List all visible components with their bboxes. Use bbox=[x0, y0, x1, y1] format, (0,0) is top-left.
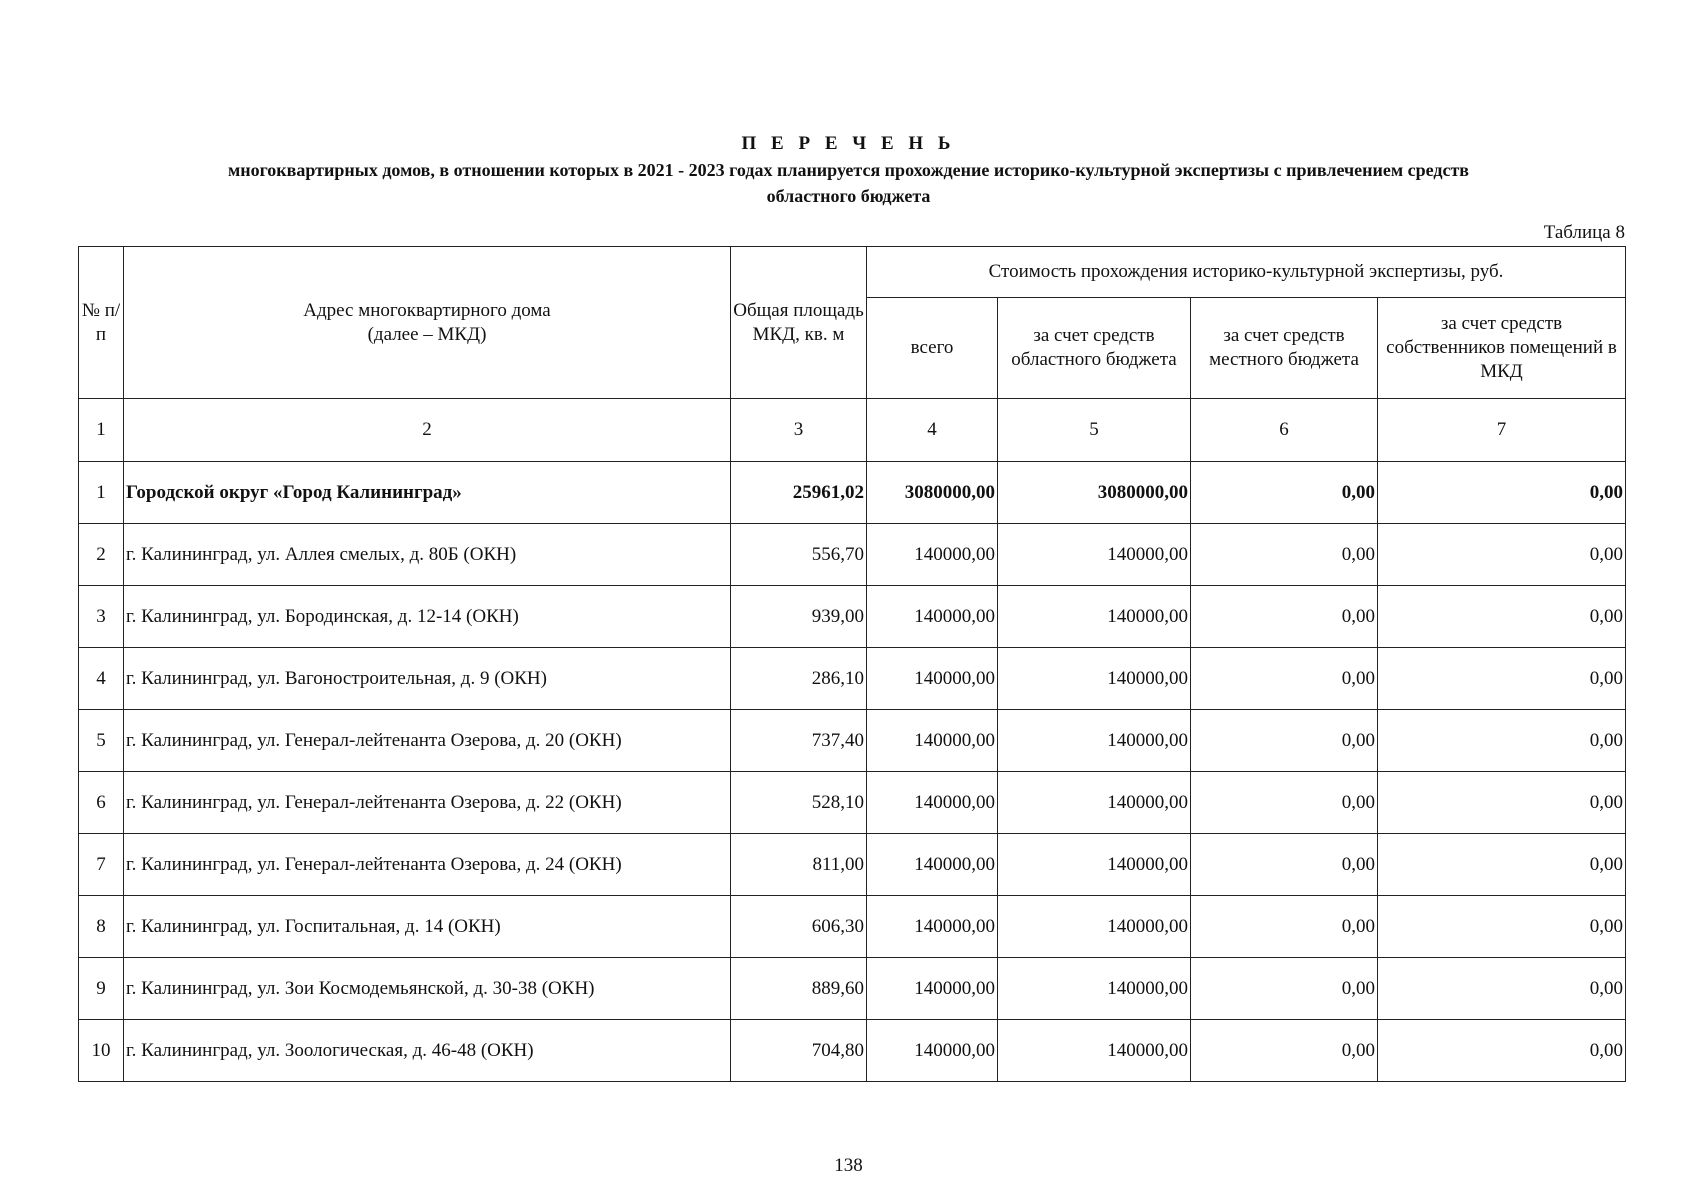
address-cell: г. Калининград, ул. Вагоностроительная, д. 9 (ОКН) bbox=[124, 648, 731, 710]
row-number-cell: 10 bbox=[79, 1020, 124, 1082]
regional-budget-cell: 140000,00 bbox=[998, 524, 1191, 586]
owners-funds-cell: 0,00 bbox=[1378, 710, 1626, 772]
regional-budget-cell: 140000,00 bbox=[998, 586, 1191, 648]
owners-funds-cell: 0,00 bbox=[1378, 462, 1626, 524]
address-cell: г. Калининград, ул. Госпитальная, д. 14 (ОКН) bbox=[124, 896, 731, 958]
column-number: 7 bbox=[1378, 399, 1626, 462]
col-header-cost-group: Стоимость прохождения историко-культурной экспертизы, руб. bbox=[867, 247, 1626, 298]
table-row bbox=[79, 834, 1626, 896]
local-budget-cell: 0,00 bbox=[1191, 958, 1378, 1020]
table-row bbox=[79, 772, 1626, 834]
owners-funds-cell: 0,00 bbox=[1378, 772, 1626, 834]
area-cell: 737,40 bbox=[731, 710, 867, 772]
table-row bbox=[79, 896, 1626, 958]
area-cell: 811,00 bbox=[731, 834, 867, 896]
document-header bbox=[0, 131, 1697, 209]
regional-budget-cell: 140000,00 bbox=[998, 896, 1191, 958]
regional-budget-cell: 140000,00 bbox=[998, 958, 1191, 1020]
local-budget-cell: 0,00 bbox=[1191, 834, 1378, 896]
row-number-cell: 5 bbox=[79, 710, 124, 772]
row-number-cell: 4 bbox=[79, 648, 124, 710]
local-budget-cell: 0,00 bbox=[1191, 586, 1378, 648]
col-header-owners: за счет средств собственников помещений в МКД bbox=[1378, 298, 1626, 399]
col-header-address-line1: Адрес многоквартирного дома bbox=[303, 299, 551, 321]
owners-funds-cell: 0,00 bbox=[1378, 524, 1626, 586]
local-budget-cell: 0,00 bbox=[1191, 524, 1378, 586]
owners-funds-cell: 0,00 bbox=[1378, 1020, 1626, 1082]
local-budget-cell: 0,00 bbox=[1191, 710, 1378, 772]
col-header-total: всего bbox=[867, 298, 998, 399]
area-cell: 889,60 bbox=[731, 958, 867, 1020]
local-budget-cell: 0,00 bbox=[1191, 462, 1378, 524]
total-cost-cell: 3080000,00 bbox=[867, 462, 998, 524]
address-cell: г. Калининград, ул. Генерал-лейтенанта Озерова, д. 24 (ОКН) bbox=[124, 834, 731, 896]
header-row-1 bbox=[79, 247, 1626, 298]
row-number-cell: 2 bbox=[79, 524, 124, 586]
total-cost-cell: 140000,00 bbox=[867, 1020, 998, 1082]
owners-funds-cell: 0,00 bbox=[1378, 648, 1626, 710]
local-budget-cell: 0,00 bbox=[1191, 1020, 1378, 1082]
area-cell: 704,80 bbox=[731, 1020, 867, 1082]
address-cell: г. Калининград, ул. Зои Космодемьянской, д. 30-38 (ОКН) bbox=[124, 958, 731, 1020]
column-number: 4 bbox=[867, 399, 998, 462]
houses-table bbox=[78, 246, 1626, 1082]
address-cell: г. Калининград, ул. Зоологическая, д. 46-48 (ОКН) bbox=[124, 1020, 731, 1082]
local-budget-cell: 0,00 bbox=[1191, 772, 1378, 834]
address-cell: г. Калининград, ул. Генерал-лейтенанта Озерова, д. 22 (ОКН) bbox=[124, 772, 731, 834]
area-cell: 528,10 bbox=[731, 772, 867, 834]
table-row bbox=[79, 586, 1626, 648]
total-cost-cell: 140000,00 bbox=[867, 896, 998, 958]
col-header-local: за счет средств местного бюджета bbox=[1191, 298, 1378, 399]
area-cell: 286,10 bbox=[731, 648, 867, 710]
total-cost-cell: 140000,00 bbox=[867, 834, 998, 896]
table-row bbox=[79, 524, 1626, 586]
row-number-cell: 1 bbox=[79, 462, 124, 524]
table-row bbox=[79, 648, 1626, 710]
row-number-cell: 9 bbox=[79, 958, 124, 1020]
col-header-area: Общая площадь МКД, кв. м bbox=[731, 247, 867, 399]
area-cell: 606,30 bbox=[731, 896, 867, 958]
regional-budget-cell: 140000,00 bbox=[998, 834, 1191, 896]
total-cost-cell: 140000,00 bbox=[867, 524, 998, 586]
row-number-cell: 3 bbox=[79, 586, 124, 648]
column-number-row bbox=[79, 399, 1626, 462]
total-cost-cell: 140000,00 bbox=[867, 958, 998, 1020]
table-caption: Таблица 8 bbox=[1543, 222, 1625, 243]
col-header-num: № п/п bbox=[79, 247, 124, 399]
owners-funds-cell: 0,00 bbox=[1378, 834, 1626, 896]
area-cell: 25961,02 bbox=[731, 462, 867, 524]
table-row bbox=[79, 958, 1626, 1020]
column-number: 1 bbox=[79, 399, 124, 462]
local-budget-cell: 0,00 bbox=[1191, 896, 1378, 958]
subtitle-line-2: областного бюджета bbox=[766, 186, 931, 206]
regional-budget-cell: 3080000,00 bbox=[998, 462, 1191, 524]
col-header-address-line2: (далее – МКД) bbox=[367, 323, 487, 345]
table-row bbox=[79, 462, 1626, 524]
address-cell: г. Калининград, ул. Бородинская, д. 12-14 (ОКН) bbox=[124, 586, 731, 648]
table-row bbox=[79, 1020, 1626, 1082]
owners-funds-cell: 0,00 bbox=[1378, 586, 1626, 648]
owners-funds-cell: 0,00 bbox=[1378, 958, 1626, 1020]
regional-budget-cell: 140000,00 bbox=[998, 772, 1191, 834]
column-number: 2 bbox=[124, 399, 731, 462]
area-cell: 939,00 bbox=[731, 586, 867, 648]
subtitle-line-1: многоквартирных домов, в отношении которых в 2021 - 2023 годах планируется прохождение историко-культурной экспертизы с привлечением средств bbox=[227, 160, 1470, 180]
address-cell: Городской округ «Город Калининград» bbox=[124, 462, 731, 524]
total-cost-cell: 140000,00 bbox=[867, 772, 998, 834]
area-cell: 556,70 bbox=[731, 524, 867, 586]
total-cost-cell: 140000,00 bbox=[867, 648, 998, 710]
column-number: 6 bbox=[1191, 399, 1378, 462]
col-header-regional: за счет средств областного бюджета bbox=[998, 298, 1191, 399]
document-subtitle bbox=[99, 157, 1599, 209]
row-number-cell: 7 bbox=[79, 834, 124, 896]
address-cell: г. Калининград, ул. Аллея смелых, д. 80Б (ОКН) bbox=[124, 524, 731, 586]
row-number-cell: 8 bbox=[79, 896, 124, 958]
page-number: 138 bbox=[834, 1155, 863, 1176]
col-header-address bbox=[124, 247, 731, 399]
document-title: П Е Р Е Ч Е Н Ь bbox=[741, 133, 956, 154]
total-cost-cell: 140000,00 bbox=[867, 710, 998, 772]
regional-budget-cell: 140000,00 bbox=[998, 710, 1191, 772]
owners-funds-cell: 0,00 bbox=[1378, 896, 1626, 958]
regional-budget-cell: 140000,00 bbox=[998, 1020, 1191, 1082]
column-number: 3 bbox=[731, 399, 867, 462]
row-number-cell: 6 bbox=[79, 772, 124, 834]
regional-budget-cell: 140000,00 bbox=[998, 648, 1191, 710]
address-cell: г. Калининград, ул. Генерал-лейтенанта Озерова, д. 20 (ОКН) bbox=[124, 710, 731, 772]
total-cost-cell: 140000,00 bbox=[867, 586, 998, 648]
column-number: 5 bbox=[998, 399, 1191, 462]
table-row bbox=[79, 710, 1626, 772]
local-budget-cell: 0,00 bbox=[1191, 648, 1378, 710]
